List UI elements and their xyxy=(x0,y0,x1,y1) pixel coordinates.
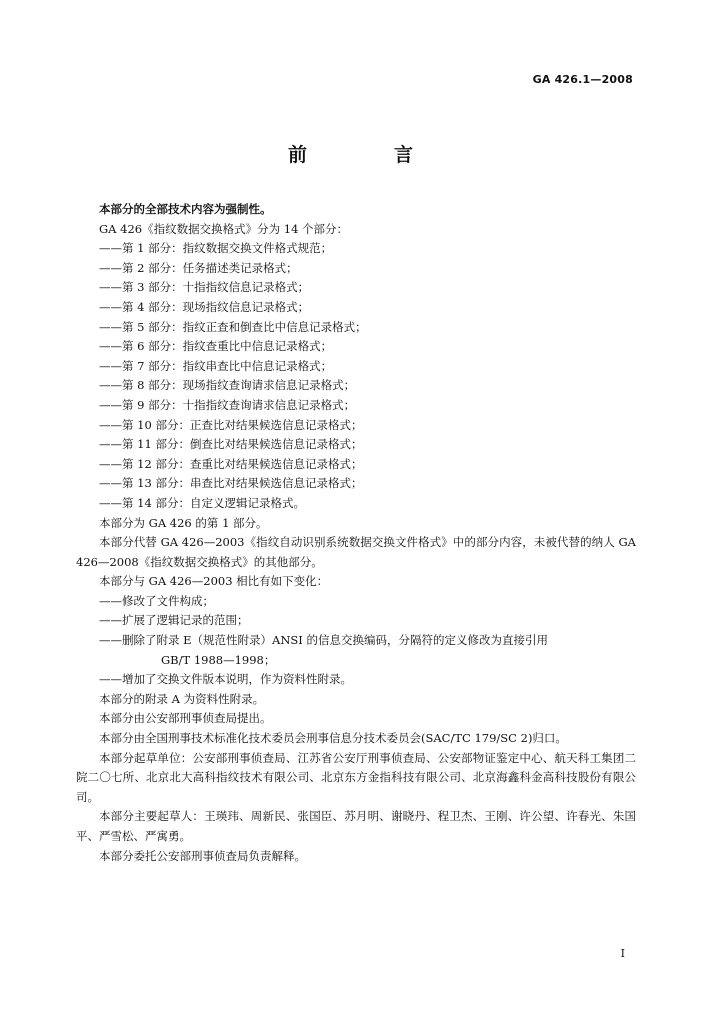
list-item: ——第 14 部分：自定义逻辑记录格式。 xyxy=(99,495,305,510)
replaces-statement: 本部分代替 GA 426—2003《指纹自动识别系统数据交换文件格式》中的部分内容，未被代替的纳人 GA 426—2008《指纹数据交换格式》的其他部分。 xyxy=(76,535,636,569)
page-title: 前 言 xyxy=(287,144,447,166)
list-item: ——删除了附录 E（规范性附录）ANSI 的信息交换编码，分隔符的定义修改为直接引用 xyxy=(99,633,548,648)
list-item: ——第 4 部分：现场指纹信息记录格式； xyxy=(99,299,310,314)
page-number: I xyxy=(620,947,625,960)
list-item: ——增加了交换文件版本说明，作为资料性附录。 xyxy=(99,672,352,687)
list-item-continuation: GB/T 1988—1998； xyxy=(161,652,276,667)
list-item: ——第 9 部分：十指指纹查询请求信息记录格式； xyxy=(99,397,356,412)
list-item: ——第 7 部分：指纹串查比中信息记录格式； xyxy=(99,358,333,373)
list-item: ——第 8 部分：现场指纹查询请求信息记录格式； xyxy=(99,378,356,393)
drafters: 本部分主要起草人：王瑛玮、周新民、张国臣、苏月明、谢晓丹、程卫杰、王刚、许公望、许春光、朱国平、严雪松、严寓勇。 xyxy=(76,809,636,843)
mandatory-note: 本部分的全部技术内容为强制性。 xyxy=(99,202,272,216)
list-item: ——第 11 部分：倒查比对结果候选信息记录格式； xyxy=(99,437,363,452)
scope-statement: 本部分为 GA 426 的第 1 部分。 xyxy=(99,515,268,530)
list-item: ——第 6 部分：指纹查重比中信息记录格式； xyxy=(99,339,333,354)
list-item: ——第 3 部分：十指指纹信息记录格式； xyxy=(99,280,310,295)
changes-intro: 本部分与 GA 426—2003 相比有如下变化： xyxy=(99,574,329,589)
list-item: ——第 10 部分：正查比对结果候选信息记录格式； xyxy=(99,417,363,432)
list-item: ——第 1 部分：指纹数据交换文件格式规范； xyxy=(99,241,333,256)
list-item: ——第 12 部分：查重比对结果候选信息记录格式； xyxy=(99,456,363,471)
list-item: ——第 2 部分：任务描述类记录格式； xyxy=(99,260,298,275)
standard-code: GA 426.1—2008 xyxy=(532,73,633,86)
changes-list xyxy=(76,592,636,690)
parts-intro: GA 426《指纹数据交换格式》分为 14 个部分： xyxy=(99,221,349,236)
parts-list xyxy=(76,239,636,513)
jurisdiction-statement: 本部分由全国刑事技术标准化技术委员会刑事信息分技术委员会(SAC/TC 179/SC 2)归口。 xyxy=(99,731,567,746)
proposed-by: 本部分由公安部刑事侦查局提出。 xyxy=(99,711,272,726)
list-item: ——扩展了逻辑记录的范围； xyxy=(99,613,249,628)
foreword-body xyxy=(76,200,636,866)
interpretation-statement: 本部分委托公安部刑事侦查局负责解释。 xyxy=(99,848,306,863)
appendix-note: 本部分的附录 A 为资料性附录。 xyxy=(99,691,265,706)
list-item: ——修改了文件构成； xyxy=(99,593,214,608)
drafting-units: 本部分起草单位：公安部刑事侦查局、江苏省公安厅刑事侦查局、公安部物证鉴定中心、航天科工集团二院二〇七所、北京北大高科指纹技术有限公司、北京东方金指科技有限公司、北京海鑫科金高科技股份有限公司。 xyxy=(76,750,636,804)
list-item: ——第 5 部分：指纹正查和倒查比中信息记录格式； xyxy=(99,319,367,334)
list-item: ——第 13 部分：串查比对结果候选信息记录格式； xyxy=(99,476,363,491)
